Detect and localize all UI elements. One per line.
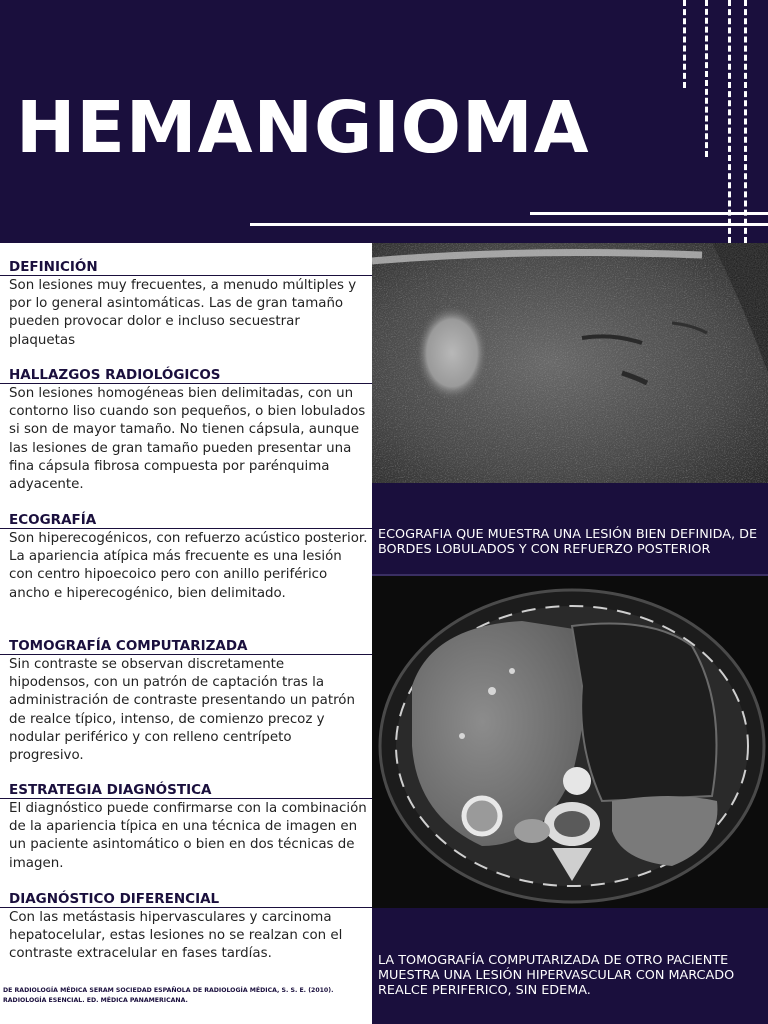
decorative-dashed-line: [683, 0, 686, 88]
section-body: Sin contraste se observan discretamente hipodensos, con un patrón de captación tras la administración de contraste presentando un patrón de realce típico, intenso, de comienzo precoz y nodular periférico y con relleno centrípeto progresivo.: [9, 657, 355, 764]
decorative-line: [530, 212, 768, 215]
section-heading: HALLAZGOS RADIOLÓGICOS: [0, 366, 372, 384]
section-body: Son hiperecogénicos, con refuerzo acústico posterior. La apariencia atípica más frecuente es una lesión con centro hipoecoico pero con anillo periférico ancho e hiperecogénico, bien delimitado.: [9, 531, 368, 601]
section-estrategia: [0, 781, 372, 873]
section-heading: TOMOGRAFÍA COMPUTARIZADA: [0, 637, 372, 655]
ct-caption: LA TOMOGRAFÍA COMPUTARIZADA DE OTRO PACIENTE MUESTRA UNA LESIÓN HIPERVASCULAR CON MARCADO REALCE PERIFERICO, SIN EDEMA.: [378, 953, 735, 998]
decorative-line: [250, 223, 768, 226]
ultrasound-image: [372, 243, 768, 483]
section-heading: ESTRATEGIA DIAGNÓSTICA: [0, 781, 372, 799]
ct-image: [372, 576, 768, 908]
decorative-dashed-line: [705, 0, 708, 157]
section-body: El diagnóstico puede confirmarse con la combinación de la apariencia típica en una técnica de imagen en un paciente asintomático o bien en dos técnicas de imagen.: [9, 801, 367, 871]
section-ecografia: [0, 511, 372, 603]
section-heading: DIAGNÓSTICO DIFERENCIAL: [0, 890, 372, 908]
decorative-dashed-line: [744, 0, 747, 243]
section-heading: ECOGRAFÍA: [0, 511, 372, 529]
header-banner: [0, 0, 768, 243]
decorative-dashed-line: [728, 0, 731, 243]
section-diferencial: [0, 890, 372, 964]
section-body: Son lesiones muy frecuentes, a menudo múltiples y por lo general asintomáticas. Las de gran tamaño pueden provocar dolor e incluso secuestrar plaquetas: [9, 278, 357, 348]
section-definicion: [0, 258, 372, 350]
section-body: Con las metástasis hipervasculares y carcinoma hepatocelular, estas lesiones no se realzan con el contraste extracelular en fases tardías.: [9, 910, 343, 962]
section-body: Son lesiones homogéneas bien delimitadas, con un contorno liso cuando son pequeños, o bien lobulados si son de mayor tamaño. No tienen cápsula, aunque las lesiones de gran tamaño pueden presentar una fina cápsula fibrosa compuesta por parénquima adyacente.: [9, 386, 366, 493]
section-hallazgos: [0, 366, 372, 494]
section-tomografia: [0, 637, 372, 765]
ultrasound-caption: ECOGRAFIA QUE MUESTRA UNA LESIÓN BIEN DEFINIDA, DE BORDES LOBULADOS Y CON REFUERZO POSTERIOR: [378, 527, 758, 557]
reference-footnote: DE RADIOLOGÍA MÉDICA SERAM SOCIEDAD ESPAÑOLA DE RADIOLOGÍA MÉDICA, S. S. E. (2010). RADIOLOGÍA ESENCIAL. ED. MÉDICA PANAMERICANA.: [3, 987, 334, 1004]
page-title: HEMANGIOMA: [16, 86, 590, 169]
section-heading: DEFINICIÓN: [0, 258, 372, 276]
